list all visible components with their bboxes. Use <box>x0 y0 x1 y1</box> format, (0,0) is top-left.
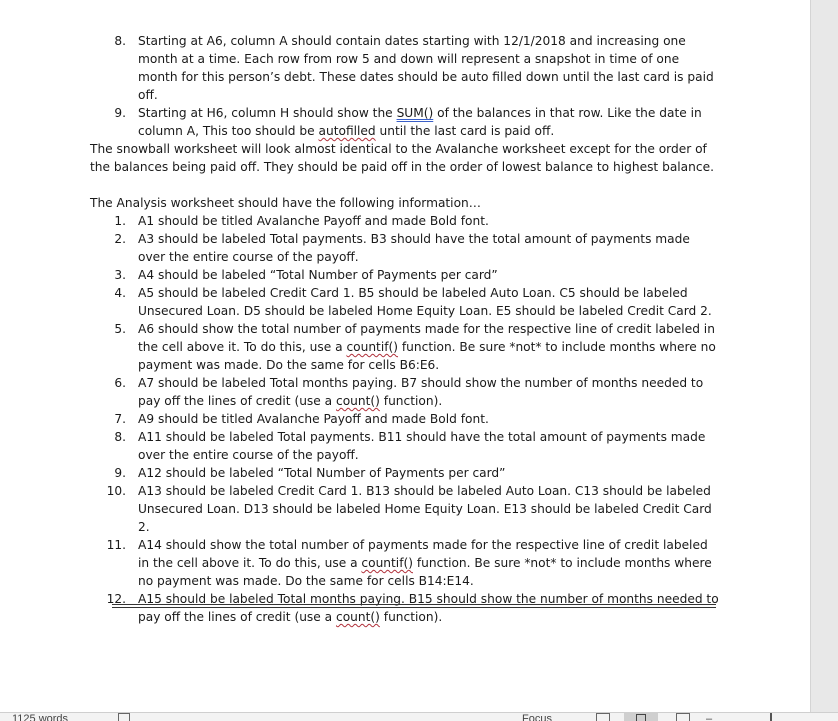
grammar-flagged-word[interactable]: SUM() <box>396 106 434 120</box>
list-item <box>90 590 720 626</box>
list-item <box>90 482 720 536</box>
list-number: 6. <box>114 376 126 390</box>
list-number: 12. <box>106 592 126 606</box>
list-number: 7. <box>114 412 126 426</box>
list-text: until the last card is paid off. <box>375 124 555 138</box>
word-count[interactable]: 1125 words <box>12 713 69 721</box>
list-text: A13 should be labeled Credit Card 1. B13 should be labeled Auto Loan. C13 should be labeled Unsecured Loan. D13 should be labeled Home Equity Loan. E13 should be labeled Credit Card 2. <box>138 484 712 534</box>
document-body[interactable] <box>90 32 720 626</box>
list-text: function. Be sure *not* to include months where no payment was made. Do the same for cells B14:E14. <box>138 556 712 588</box>
list-number: 8. <box>114 34 126 48</box>
analysis-intro: The Analysis worksheet should have the following information… <box>90 196 481 210</box>
list-item <box>90 374 720 410</box>
list-text: A6 should show the total number of payments made for the respective line of credit labeled in the cell above it. To do this, use a <box>138 322 715 354</box>
list-number: 2. <box>114 232 126 246</box>
list-text: A1 should be titled Avalanche Payoff and made Bold font. <box>138 214 489 228</box>
list-text: A5 should be labeled Credit Card 1. B5 should be labeled Auto Loan. C5 should be labeled Unsecured Loan. D5 should be labeled Home Equity Loan. E5 should be labeled Credit Card 2. <box>138 286 712 318</box>
list-text: function). <box>379 610 443 624</box>
list-item <box>90 266 720 284</box>
list-number: 1. <box>114 214 126 228</box>
list-text: A12 should be labeled “Total Number of Payments per card” <box>138 466 506 480</box>
list-number: 4. <box>114 286 126 300</box>
list-item <box>90 410 720 428</box>
zoom-out-button[interactable]: – <box>706 713 713 721</box>
double-rule <box>112 604 716 608</box>
list-text: function. Be sure *not* to include months where no payment was made. Do the same for cells B6:E6. <box>138 340 716 372</box>
analysis-list <box>90 212 720 626</box>
list-number: 9. <box>114 106 126 120</box>
list-number: 9. <box>114 466 126 480</box>
vertical-scrollbar[interactable] <box>810 0 838 712</box>
list-number: 8. <box>114 430 126 444</box>
list-text: A15 should be labeled Total months paying. B15 should show the number of months needed to pay off the lines of credit (use a <box>138 592 719 624</box>
list-item <box>90 32 720 104</box>
list-item <box>90 284 720 320</box>
list-text: A11 should be labeled Total payments. B11 should have the total amount of payments made over the entire course of the payoff. <box>138 430 706 462</box>
spelling-flagged-word[interactable]: countif() <box>361 556 413 570</box>
list-text: function). <box>379 394 443 408</box>
spelling-flagged-word[interactable]: count() <box>336 610 380 624</box>
list-number: 5. <box>114 322 126 336</box>
spelling-flagged-word[interactable]: countif() <box>346 340 399 354</box>
focus-mode-button[interactable]: Focus <box>522 713 552 721</box>
list-item <box>90 320 720 374</box>
list-text: of the balances in that row. Like the date in column A, This too should be <box>138 106 702 138</box>
spelling-flagged-word[interactable]: count() <box>336 394 380 408</box>
list-text: A7 should be labeled Total months paying. B7 should show the number of months needed to pay off the lines of credit (use a <box>138 376 704 408</box>
list-item <box>90 230 720 266</box>
list-item <box>90 536 720 590</box>
list-item <box>90 212 720 230</box>
list-text: Starting at H6, column H should show the <box>138 106 397 120</box>
list-number: 11. <box>106 538 126 552</box>
list-text: Starting at A6, column A should contain dates starting with 12/1/2018 and increasing one month at a time. Each row from row 5 and down will represent a snapshot in time of one month for this person’s debt. These dates should be auto filled down until the last card is paid off. <box>138 34 714 102</box>
list-text: A4 should be labeled “Total Number of Payments per card” <box>138 268 498 282</box>
blank-line <box>90 176 720 194</box>
list-text: A14 should show the total number of payments made for the respective line of credit labeled in the cell above it. To do this, use a <box>138 538 708 570</box>
list-item <box>90 464 720 482</box>
list-number: 3. <box>114 268 126 282</box>
snowball-paragraph: The snowball worksheet will look almost identical to the Avalanche worksheet except for the order of the balances being paid off. They should be paid off in the order of lowest balance to highest balance. <box>90 142 714 174</box>
list-item <box>90 428 720 464</box>
list-text: A3 should be labeled Total payments. B3 should have the total amount of payments made over the entire course of the payoff. <box>138 232 690 264</box>
list-item <box>90 104 720 140</box>
list-number: 10. <box>106 484 126 498</box>
list-text: A9 should be titled Avalanche Payoff and made Bold font. <box>138 412 489 426</box>
spelling-flagged-word[interactable]: autofilled <box>318 124 376 138</box>
